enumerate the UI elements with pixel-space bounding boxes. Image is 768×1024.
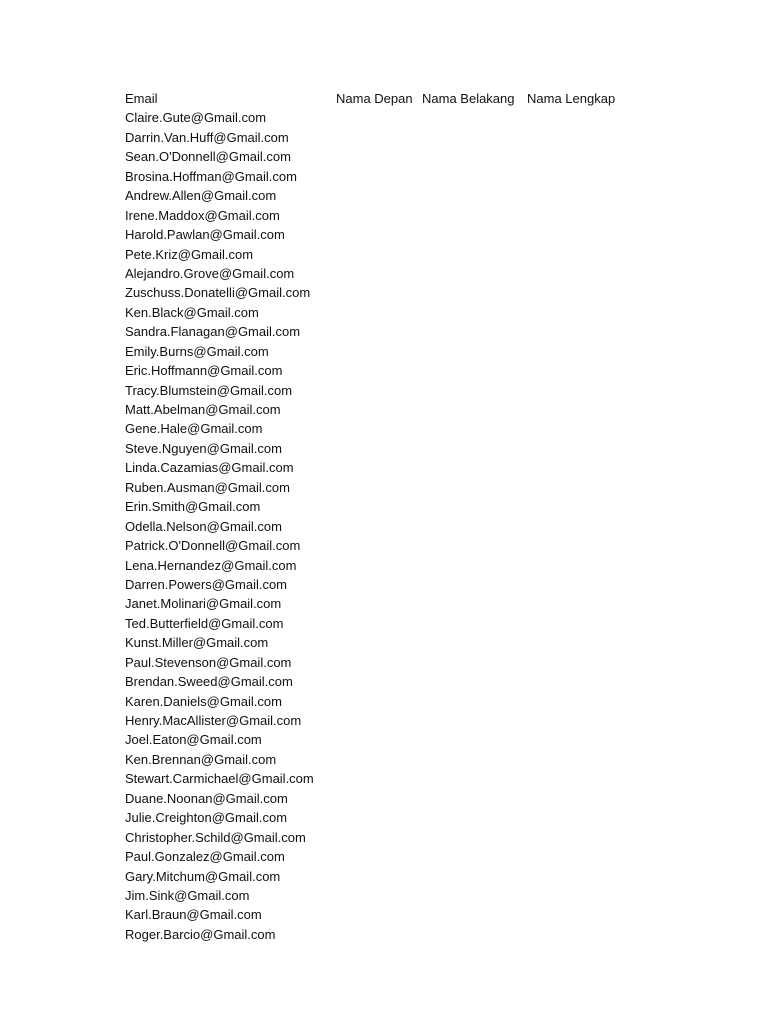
email-cell: Gene.Hale@Gmail.com — [125, 421, 263, 437]
email-cell: Lena.Hernandez@Gmail.com — [125, 557, 297, 573]
email-cell: Roger.Barcio@Gmail.com — [125, 926, 276, 942]
email-cell: Karl.Braun@Gmail.com — [125, 907, 262, 923]
email-cell: Karen.Daniels@Gmail.com — [125, 693, 282, 709]
email-cell: Claire.Gute@Gmail.com — [125, 110, 267, 126]
email-cell: Linda.Cazamias@Gmail.com — [125, 460, 294, 476]
email-cell: Alejandro.Grove@Gmail.com — [125, 265, 295, 281]
email-cell: Janet.Molinari@Gmail.com — [125, 596, 282, 612]
email-cell: Sean.O'Donnell@Gmail.com — [125, 149, 291, 165]
email-cell: Brendan.Sweed@Gmail.com — [125, 674, 293, 690]
email-cell: Irene.Maddox@Gmail.com — [125, 207, 280, 223]
email-cell: Stewart.Carmichael@Gmail.com — [125, 771, 314, 787]
email-cell: Matt.Abelman@Gmail.com — [125, 402, 281, 417]
email-cell: Julie.Creighton@Gmail.com — [125, 810, 288, 826]
email-cell: Sandra.Flanagan@Gmail.com — [125, 324, 301, 340]
email-cell: Tracy.Blumstein@Gmail.com — [125, 382, 293, 398]
email-cell: Odella.Nelson@Gmail.com — [125, 518, 282, 534]
email-cell: Zuschuss.Donatelli@Gmail.com — [125, 285, 311, 301]
email-cell: Kunst.Miller@Gmail.com — [125, 635, 269, 651]
header-row — [125, 89, 725, 108]
spreadsheet-table — [125, 89, 725, 944]
email-cell: Ted.Butterfield@Gmail.com — [125, 615, 284, 631]
email-cell: Gary.Mitchum@Gmail.com — [125, 868, 281, 884]
email-cell: Darrin.Van.Huff@Gmail.com — [125, 129, 289, 145]
email-cell: Darren.Powers@Gmail.com — [125, 576, 288, 592]
email-cell: Harold.Pawlan@Gmail.com — [125, 227, 285, 243]
email-cell: Henry.MacAllister@Gmail.com — [125, 713, 302, 728]
email-cell: Ken.Black@Gmail.com — [125, 304, 259, 320]
header-first-name: Nama Depan — [336, 91, 413, 106]
email-cell: Paul.Gonzalez@Gmail.com — [125, 849, 285, 865]
email-cell: Ruben.Ausman@Gmail.com — [125, 479, 290, 495]
header-last-name: Nama Belakang — [422, 91, 515, 106]
header-email: Email — [125, 91, 158, 106]
email-cell: Paul.Stevenson@Gmail.com — [125, 654, 292, 670]
email-cell: Patrick.O'Donnell@Gmail.com — [125, 538, 301, 554]
email-cell: Pete.Kriz@Gmail.com — [125, 246, 254, 262]
email-cell: Steve.Nguyen@Gmail.com — [125, 440, 282, 456]
email-cell: Jim.Sink@Gmail.com — [125, 887, 250, 903]
email-cell: Brosina.Hoffman@Gmail.com — [125, 168, 297, 184]
email-cell: Erin.Smith@Gmail.com — [125, 499, 261, 515]
email-cell: Christopher.Schild@Gmail.com — [125, 829, 306, 845]
email-cell: Joel.Eaton@Gmail.com — [125, 732, 262, 748]
email-list — [125, 108, 725, 944]
email-cell: Eric.Hoffmann@Gmail.com — [125, 363, 283, 379]
email-cell: Andrew.Allen@Gmail.com — [125, 188, 277, 204]
email-cell: Ken.Brennan@Gmail.com — [125, 751, 277, 767]
email-cell: Duane.Noonan@Gmail.com — [125, 790, 288, 806]
header-full-name: Nama Lengkap — [527, 91, 616, 106]
email-cell: Emily.Burns@Gmail.com — [125, 343, 269, 359]
